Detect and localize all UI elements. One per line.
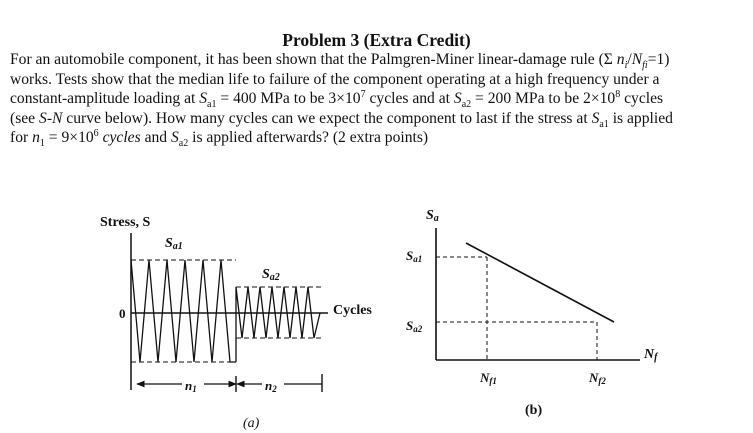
fig-a-sa2-label: Sa2 xyxy=(262,267,280,283)
fig-a-x-label: Cycles xyxy=(333,303,372,318)
fig-a-stress-history-block1 xyxy=(131,260,236,362)
fig-a-zero: 0 xyxy=(119,306,126,321)
figure-b xyxy=(406,208,659,418)
fig-b-caption: (b) xyxy=(525,403,543,418)
fig-a-n2-label: n2 xyxy=(265,378,277,394)
fig-a-y-label: Stress, S xyxy=(100,215,151,230)
fig-b-sn-curve xyxy=(466,243,614,322)
fig-b-sa1-label: Sa1 xyxy=(406,248,423,264)
fig-a-stress-history-block2 xyxy=(236,287,320,362)
fig-b-nf2-label: Nf2 xyxy=(589,370,606,386)
problem-title: Problem 3 (Extra Credit) xyxy=(282,30,471,50)
fig-a-n1-label: n1 xyxy=(185,378,197,394)
fig-b-sa2-label: Sa2 xyxy=(406,318,423,334)
statement-line-5: for $n_1 = 9\times 10^6$ cycles and $S_{a2}$ is applied afterwards? (2 extra points) xyxy=(10,127,429,150)
statement-line-1: For an automobile component, it has been shown that the Palmgren-Miner linear-damage rule (Σ $n_i/N_{fi}=1$) xyxy=(10,51,670,72)
figure-a xyxy=(100,215,372,431)
statement-line-2: works. Tests show that the median life to failure of the component operating at a high frequency under a xyxy=(10,70,660,88)
fig-a-caption: (a) xyxy=(243,416,260,431)
statement-line-4: (see S-N curve below). How many cycles can we expect the component to last if the stress at $S_{a1}$ is applied xyxy=(10,109,673,130)
fig-b-x-label: Nf xyxy=(644,347,658,363)
statement-line-3: constant-amplitude loading at $S_{a1} = 400$ MPa to be $3\times 10^7$ cycles and at $S_{a2} = 200$ MPa to be $2\times 10^8$ cycles xyxy=(10,88,664,111)
fig-b-y-label: Sa xyxy=(426,208,439,224)
fig-b-nf1-label: Nf1 xyxy=(480,370,497,386)
fig-a-sa1-label: Sa1 xyxy=(165,236,183,252)
